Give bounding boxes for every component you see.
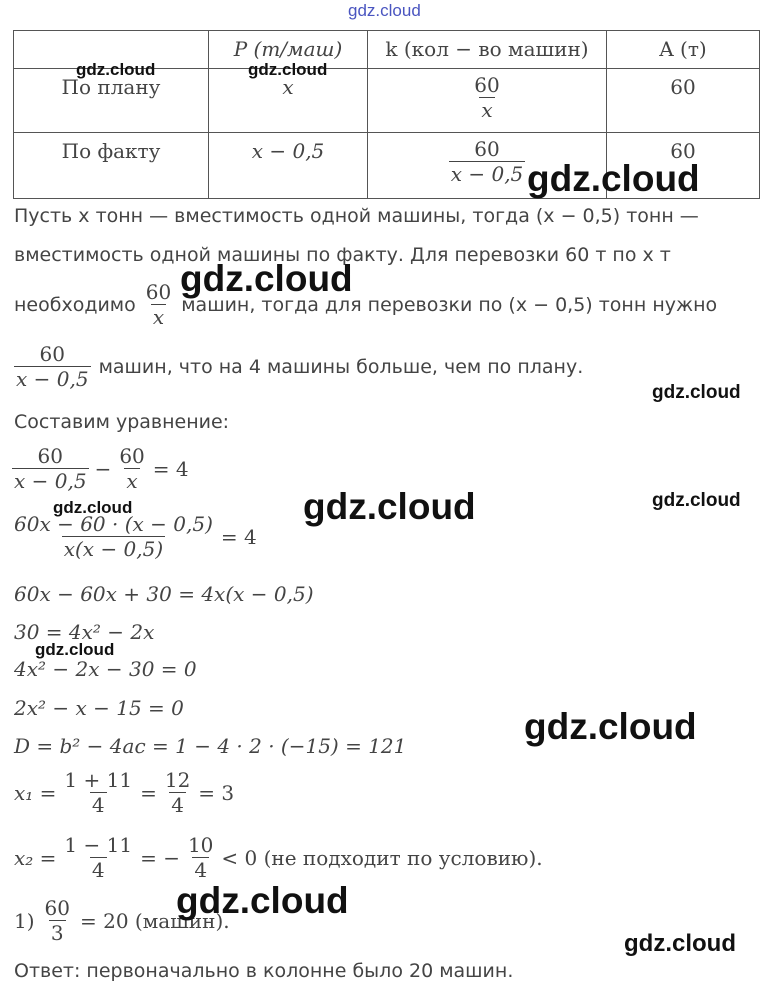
- watermark: gdz.cloud: [35, 640, 115, 659]
- solution-step: 4x² − 2x − 30 = 0: [14, 657, 197, 681]
- fraction-denominator: 4: [91, 858, 105, 882]
- fraction-denominator: 4: [194, 858, 208, 882]
- equation-rhs: = 3: [198, 780, 235, 805]
- fraction-numerator: 1 + 11: [64, 768, 133, 792]
- watermark: gdz.cloud: [248, 60, 328, 79]
- equation-2: [12, 512, 257, 561]
- watermark-top: gdz.cloud: [348, 1, 421, 20]
- watermark: gdz.cloud: [652, 490, 741, 511]
- table-header-cell: P (т/маш): [209, 31, 368, 69]
- step-number: 1): [14, 908, 35, 933]
- solution-step: 60x − 60x + 30 = 4x(x − 0,5): [14, 582, 314, 606]
- watermark: gdz.cloud: [624, 930, 736, 957]
- fraction: [12, 444, 89, 493]
- fraction: [117, 444, 146, 493]
- root-x2: [14, 833, 543, 882]
- fraction-numerator: 60x − 60 · (x − 0,5): [14, 512, 213, 536]
- paragraph-text: необходимо: [14, 293, 136, 316]
- minus-sign: −: [94, 456, 112, 481]
- watermark: gdz.cloud: [524, 706, 697, 747]
- fraction: [62, 833, 134, 882]
- paragraph-line: [14, 280, 717, 329]
- fraction-denominator: 3: [50, 921, 64, 945]
- equals-sign: = −: [140, 845, 180, 870]
- root-label: x₁ =: [14, 780, 57, 805]
- fraction-denominator: x: [152, 305, 165, 329]
- equation-heading: Составим уравнение:: [14, 411, 230, 433]
- paragraph-text: машин, тогда для перевозки по (x − 0,5) тонн нужно: [181, 293, 718, 316]
- watermark: gdz.cloud: [176, 880, 349, 921]
- table-cell-a: 60: [607, 133, 760, 199]
- table-header-cell: A (т): [607, 31, 760, 69]
- root-label: x₂ =: [14, 845, 57, 870]
- fraction-denominator: x − 0,5: [14, 469, 87, 493]
- fraction-numerator: 60: [145, 280, 172, 304]
- watermark: gdz.cloud: [180, 258, 353, 299]
- equals-sign: =: [140, 780, 157, 805]
- fraction-denominator: 4: [171, 793, 184, 817]
- equation-rhs: = 4: [220, 524, 257, 549]
- fraction-numerator: 60: [39, 342, 65, 366]
- table-cell-label: По факту: [14, 133, 209, 199]
- solution-step: 2x² − x − 15 = 0: [14, 696, 184, 720]
- equation-rhs: = 20 (машин).: [79, 908, 230, 933]
- fraction: [62, 768, 134, 817]
- fraction-numerator: 60: [44, 896, 70, 920]
- fraction: [43, 896, 72, 945]
- table-cell-k: [368, 69, 607, 133]
- fraction-denominator: x: [126, 469, 138, 493]
- watermark: gdz.cloud: [303, 486, 476, 527]
- fraction-numerator: 60: [474, 137, 500, 161]
- fraction-numerator: 60: [37, 444, 63, 468]
- equation-rhs: = 4: [152, 456, 189, 481]
- fraction-denominator: 4: [91, 793, 105, 817]
- watermark: gdz.cloud: [652, 382, 741, 403]
- watermark: gdz.cloud: [53, 498, 133, 517]
- watermark: gdz.cloud: [76, 60, 156, 79]
- fraction-numerator: 60: [119, 444, 145, 468]
- fraction: [449, 137, 526, 186]
- answer-line: Ответ: первоначально в колонне было 20 машин.: [14, 960, 514, 982]
- table-cell-label: По плану: [14, 69, 209, 133]
- fraction-denominator: x − 0,5: [450, 162, 524, 186]
- fraction-numerator: 60: [474, 73, 500, 97]
- fraction: [14, 342, 91, 391]
- fraction: [163, 768, 192, 817]
- table-header-cell: k (кол − во машин): [368, 31, 607, 69]
- paragraph-line: вместимость одной машины по факту. Для перевозки 60 т по x т: [14, 244, 671, 266]
- fraction-denominator: x: [481, 98, 493, 122]
- fraction-numerator: 12: [164, 768, 191, 792]
- watermark: gdz.cloud: [527, 158, 700, 199]
- equation-rhs: < 0 (не подходит по условию).: [221, 845, 543, 870]
- fraction-numerator: 1 − 11: [64, 833, 133, 857]
- fraction: [12, 512, 215, 561]
- table-cell-p: x − 0,5: [209, 133, 368, 199]
- fraction: [144, 280, 173, 329]
- root-x1: [14, 768, 234, 817]
- paragraph-line: [14, 342, 583, 391]
- table-cell-p: x: [209, 69, 368, 133]
- equation-1: [12, 444, 189, 493]
- fraction: [186, 833, 215, 882]
- paragraph-text: машин, что на 4 машины больше, чем по плану.: [98, 355, 584, 378]
- fraction: [472, 73, 501, 122]
- solution-step: 30 = 4x² − 2x: [14, 620, 155, 644]
- table-cell-a: 60: [607, 69, 760, 133]
- paragraph-line: Пусть x тонн — вместимость одной машины, тогда (x − 0,5) тонн —: [14, 205, 699, 227]
- fraction-denominator: x(x − 0,5): [63, 537, 164, 561]
- fraction-numerator: 10: [187, 833, 214, 857]
- solution-step: D = b² − 4ac = 1 − 4 · 2 · (−15) = 121: [14, 734, 407, 758]
- fraction-denominator: x − 0,5: [16, 367, 89, 391]
